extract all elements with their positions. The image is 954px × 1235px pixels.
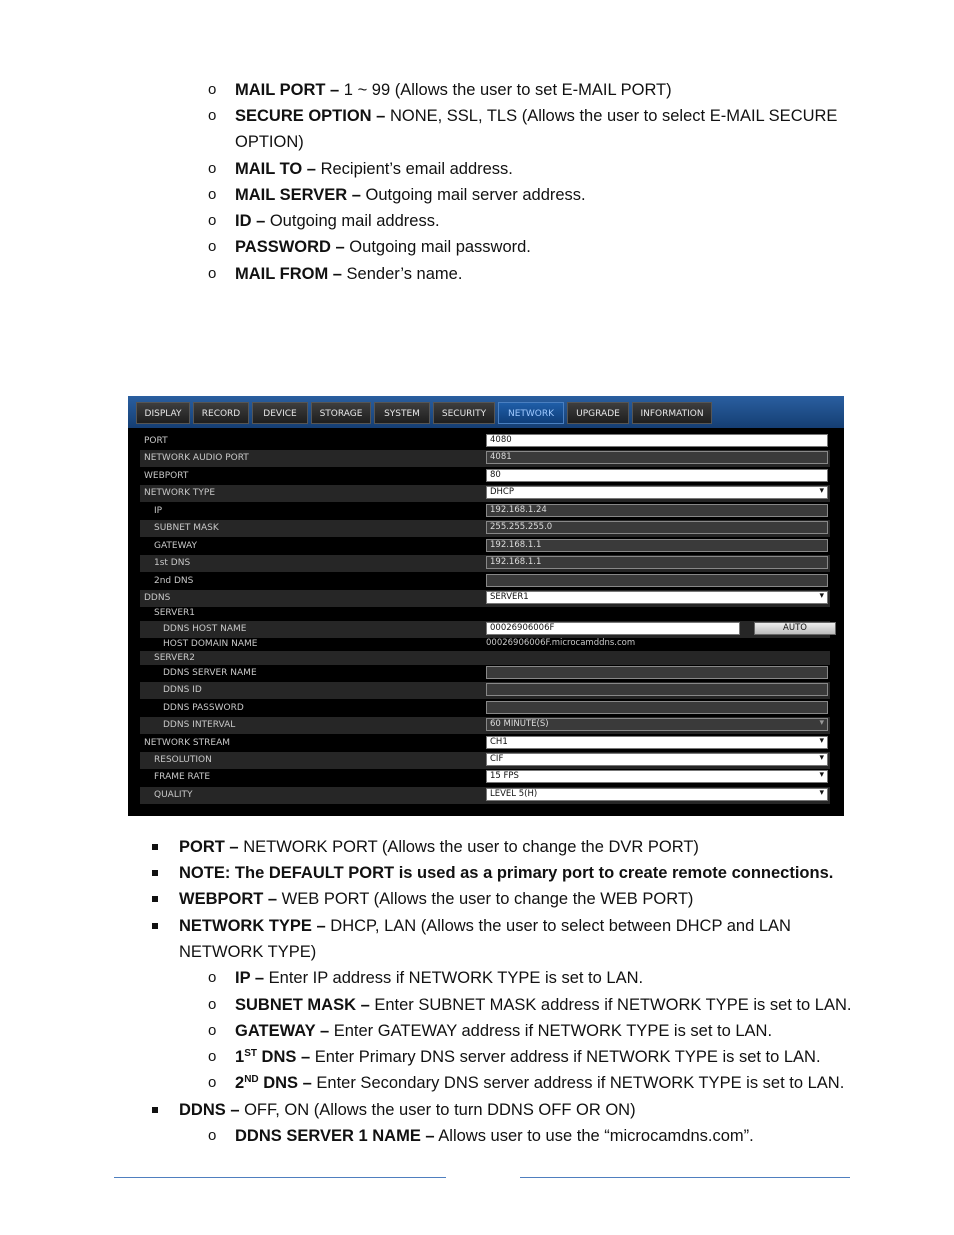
setting-row-resolution: RESOLUTION CIF ▾ [140,752,830,769]
bullet: o [208,969,217,986]
tab-network[interactable]: NETWORK [498,402,564,424]
square-bullet [152,896,158,902]
ddns-host-input[interactable]: 00026906006F [486,622,740,635]
ddns-password-input [486,701,828,714]
ddns-interval-select: 60 MINUTE(S) ▾ [486,718,828,731]
ddns-server-name-input [486,666,828,679]
tab-information[interactable]: INFORMATION [632,402,712,424]
setting-row-gateway: GATEWAY 192.168.1.1 [140,538,830,555]
dns2-input [486,574,828,587]
bullet: o [208,107,217,124]
setting-row-server2: SERVER2 [140,651,830,665]
tab-security[interactable]: SECURITY [433,402,495,424]
gateway-input: 192.168.1.1 [486,539,828,552]
ddns-select[interactable]: SERVER1 ▾ [486,591,828,604]
bullet: o [208,996,217,1013]
tab-display[interactable]: DISPLAY [136,402,190,424]
quality-select[interactable]: LEVEL 5(H) ▾ [486,788,828,801]
ip-input: 192.168.1.24 [486,504,828,517]
port-input[interactable]: 4080 [486,434,828,447]
square-bullet [152,870,158,876]
subnet-input: 255.255.255.0 [486,521,828,534]
setting-row-ddns: DDNS SERVER1 ▾ [140,590,830,607]
setting-row-ddns-interval: DDNS INTERVAL 60 MINUTE(S) ▾ [140,717,830,734]
setting-row-network-type: NETWORK TYPE DHCP ▾ [140,485,830,502]
square-bullet [152,844,158,850]
network-type-select[interactable]: DHCP ▾ [486,486,828,499]
bullet: o [208,1127,217,1144]
bullet: o [208,1074,217,1091]
dvr-network-settings-screenshot [128,396,844,816]
setting-row-ddns-host: DDNS HOST NAME 00026906006F AUTO [140,621,830,638]
tab-record[interactable]: RECORD [193,402,249,424]
setting-row-network-stream: NETWORK STREAM CH1 ▾ [140,735,830,752]
bullet: o [208,238,217,255]
bullet: o [208,1048,217,1065]
host-domain-value: 00026906006F.microcamddns.com [486,638,636,648]
setting-row-ddns-server-name: DDNS SERVER NAME [140,665,830,682]
bullet: o [208,81,217,98]
tab-bar [128,396,844,428]
bullet: o [208,160,217,177]
square-bullet [152,923,158,929]
frame-rate-select[interactable]: 15 FPS ▾ [486,770,828,783]
setting-row-server1: SERVER1 [154,608,195,618]
setting-row-port: PORT 4080 [140,433,830,450]
setting-row-audio-port: NETWORK AUDIO PORT 4081 [140,450,830,467]
bullet: o [208,186,217,203]
square-bullet [152,1107,158,1113]
dns1-input: 192.168.1.1 [486,556,828,569]
resolution-select[interactable]: CIF ▾ [486,753,828,766]
setting-row-dns2: 2nd DNS [140,573,830,590]
tab-device[interactable]: DEVICE [252,402,308,424]
webport-input[interactable]: 80 [486,469,828,482]
bullet: o [208,212,217,229]
setting-row-ip: IP 192.168.1.24 [140,503,830,520]
setting-row-quality: QUALITY LEVEL 5(H) ▾ [140,787,830,804]
tab-storage[interactable]: STORAGE [311,402,371,424]
setting-row-ddns-id: DDNS ID [140,682,830,699]
bullet: o [208,265,217,282]
setting-row-webport: WEBPORT 80 [140,468,830,485]
audio-port-input: 4081 [486,451,828,464]
tab-system[interactable]: SYSTEM [374,402,430,424]
auto-button[interactable]: AUTO [754,622,836,635]
footer-rule-right [520,1177,850,1178]
footer-rule-left [114,1177,446,1178]
setting-row-frame-rate: FRAME RATE 15 FPS ▾ [140,769,830,786]
document-page: o MAIL PORT – 1 ~ 99 (Allows the user to set E-MAIL PORT) o SECURE OPTION – NONE, SSL, TLS (Allows the user to select E-MAIL SECURE OPTION) o MAIL TO – Recipient’s email address. o MAIL SERVER – Outgoing mail server address. o ID – Outgoing mail address. o PASSWORD – Outgoing mail password. o MAIL FROM – Sender’s name. DISPLAY RECORD DEVICE STORAGE SYSTEM SECURITY NETWORK UPGRADE INFORMATION PORT 4080 NETWORK AUDIO PORT 4081 WEBPORT 80 NETWORK TYPE DHCP ▾ IP 192.168.1.24 SUBNET MASK 255.255.255.0 GATEWAY 192.168.1.1 1st DNS 192.168.1.1 2nd DNS DDNS SERVER1 ▾ SERVER1 DDNS HOST NAME 00026906006F AUTO HOST DOMAIN NAME 00026906006F.microcamddns.com SERVER2 DDNS SERVER NAME DDNS ID DDNS PASSWORD DDNS INTERVAL 60 MINUTE(S) ▾ NETWORK STREAM CH1 ▾ RESOLUTION CIF ▾ FRAME RATE 15 FPS ▾ QUALITY LEVEL 5(H) ▾ PORT – NETWORK PORT (Allows the user to change the DVR PORT) NOTE: The DEFAULT PORT is used as a primary port to create remote connections. WEBPORT – WEB PORT (Allows the user to change the WEB PORT) NETWORK TYPE – DHCP, LAN (Allows the user to select between DHCP and LAN NETWORK TYPE) o IP – Enter IP address if NETWORK TYPE is set to LAN. o SUBNET MASK – Enter SUBNET MASK address if NETWORK TYPE is set to LAN. o GATEWAY – Enter GATEWAY address if NETWORK TYPE is set to LAN. o 1ST DNS – Enter Primary DNS server address if NETWORK TYPE is set to LAN. o 2ND DNS – Enter Secondary DNS server address if NETWORK TYPE is set to LAN. DDNS – OFF, ON (Allows the user to turn DDNS OFF OR ON) o DDNS SERVER 1 NAME – Allows user to use the “microcamdns.com”. [0,0,954,1235]
setting-row-dns1: 1st DNS 192.168.1.1 [140,555,830,572]
setting-row-host-domain: HOST DOMAIN NAME 00026906006F.microcamddns.com [163,638,636,649]
network-stream-select[interactable]: CH1 ▾ [486,736,828,749]
tab-upgrade[interactable]: UPGRADE [567,402,629,424]
ddns-id-input [486,683,828,696]
bullet: o [208,1022,217,1039]
setting-row-subnet: SUBNET MASK 255.255.255.0 [140,520,830,537]
setting-row-ddns-password: DDNS PASSWORD [140,700,830,717]
